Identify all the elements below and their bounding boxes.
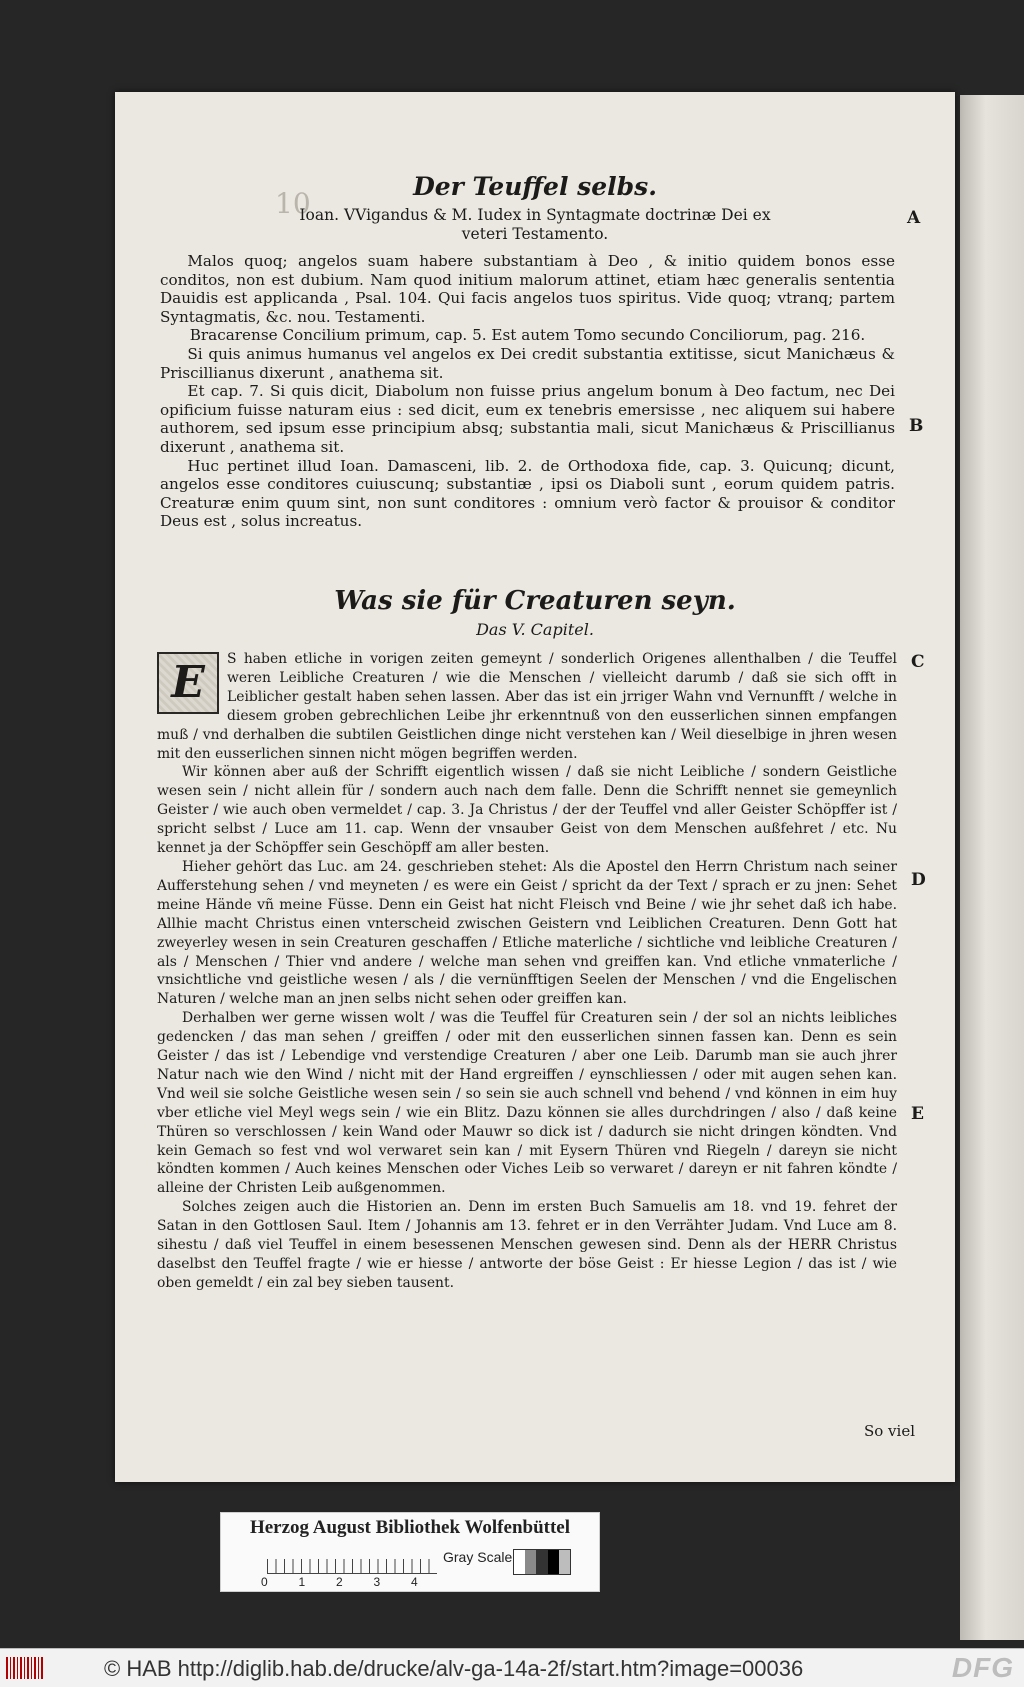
drop-cap-initial: E (157, 652, 219, 714)
german-paragraph: Wir können aber auß der Schrifft eigentlich wissen / daß sie nicht Leibliche / sondern Geistliche wesen sein / nicht allein für / sondern auch nach dem falle. Denn die Schrifft nennet sie gemeynlich Geister / wie auch oben vermeldet / cap. 3. Ja Christus / der der Teuffel vnd aller Geister Schöpffer ist / spricht selbst / Luce am 11. cap. Wenn der vnsauber Geist von dem Menschen außfehret / etc. Nu kennet ja der Schöpffer sein Geschöpff am aller besten. (157, 764, 897, 857)
document-page (115, 92, 955, 1482)
catchword: So viel (863, 1422, 915, 1440)
dfg-logo: DFG (951, 1652, 1014, 1683)
gray-scale-label: Gray Scale (443, 1549, 513, 1565)
page-number: 10 (275, 187, 311, 220)
latin-paragraph: Bracarense Concilium primum, cap. 5. Est autem Tomo secundo Conciliorum, pag. 216. (189, 326, 866, 345)
latin-paragraph: Si quis animus humanus vel angelos ex Dei credit substantia extitisse, sicut Manichæus & Priscillianus dixerunt , anathema sit. (160, 344, 895, 382)
german-paragraph: Solches zeigen auch die Historien an. Denn im ersten Buch Samuelis am 18. vnd 19. fehret der Satan in den Gottlosen Saul. Item / Johannis am 13. fehret er in den Verrähter Judam. Vnd Luce am 8. sihestu / daß viel Teuffel in einem besessenen Menschen gewesen sind. Denn als der HERR Christus daselbst den Teuffel fragte / wie er hiesse / antworte der böse Geist : Er hiesse Legion / das ist / wie oben gemeldt / ein zal bey sieben tausent. (157, 1199, 897, 1291)
chapter-title: Was sie für Creaturen seyn. (334, 586, 736, 616)
latin-text (160, 252, 895, 531)
footer-bar (0, 1648, 1024, 1687)
margin-letter-b: B (909, 416, 924, 436)
latin-paragraph: Malos quoq; angelos suam habere substantiam à Deo , & initio quidem bonos esse conditos, non est dubium. Nam quod initium malorum attinet, etiam hæc generalis sententia Dauidis est applicanda , Psal. 104. Qui facis angelos tuos spiritus. Vide quoq; vtranq; partem Syntagmatis, &c. nou. Testamenti. (160, 252, 895, 326)
color-ruler (220, 1512, 600, 1592)
citation-line-1: Ioan. VVigandus & M. Iudex in Syntagmate doctrinæ Dei ex (299, 206, 771, 224)
ruler-ticks (267, 1551, 437, 1574)
german-paragraph-first (157, 650, 897, 763)
latin-paragraph: Et cap. 7. Si quis dicit, Diabolum non fuisse prius angelum bonum à Deo factum, nec Dei opificium fuisse naturam eius : sed dicit, eum ex tenebris emersisse , nec aliquem sui habere authorem, sed ipsum esse principium absq; substantia mali, sicut Manichæus & Priscillianus dixerunt , anathema sit. (160, 382, 895, 456)
gray-scale-patches (513, 1549, 571, 1575)
ruler-number: 1 (298, 1575, 306, 1589)
chapter-subtitle: Das V. Capitel. (476, 620, 594, 639)
german-paragraph-text: S haben etliche in vorigen zeiten gemeynt / sonderlich Origenes allenthalben / die Teuffel weren Leibliche Creaturen / wie die Menschen / vielleicht darumb / daß sie sich offt in Leiblicher gestalt haben sehen lassen. Aber das ist ein jrriger Wahn vnd Vernunfft / welche in diesem groben gebrechlichen Leibe jhr erkenntnuß von den eusserlichen sinnen empfangen muß / vnd derhalben die subtilen Geistlichen dinge nicht verstehen kan / Weil dieselbige in jhren wesen mit den eusserlichen sinnen nicht mögen begriffen werden. (157, 651, 897, 762)
margin-letter-c: C (911, 652, 925, 672)
german-paragraph: Derhalben wer gerne wissen wolt / was die Teuffel für Creaturen sein / der sol an nichts leibliches gedencken / das man sehen / greiffen / oder mit den eusserlichen sinnen fassen kan. Denn es sein Geister / das ist / Lebendige vnd verstendige Creaturen / aber one Leib. Darumb man sie auch jhrer Natur nach wie den Wind / nicht mit der Hand ergreiffen / eynschliessen / oder mit augen sehen kan. Vnd weil sie solche Geistliche wesen sein / so sein sie auch schnell vnd behend / vnd können in eim huy vber etliche viel Meyl wegs sein / wie ein Blitz. Dazu können sie alles durchdringen / also / daß keine Thüren so verschlossen / kein Wand oder Mauwr so dick ist / dadurch sie nicht dringen köndten. Vnd kein Gemach so fest vnd wol verwaret sein kan / mit Eysern Thüren vnd Riegeln / dareyn sie nicht köndten kommen / Auch keines Menschen oder Viches Leib so verwaret / dareyn er nit fahren köndte / alleine der Christen Leib außgenommen. (157, 1010, 897, 1197)
ruler-number: 3 (373, 1575, 381, 1589)
german-text (157, 650, 897, 1293)
margin-letter-a: A (907, 208, 921, 228)
german-paragraph: Hieher gehört das Luc. am 24. geschrieben stehet: Als die Apostel den Herrn Christum nach seiner Aufferstehung sehen / vnd meyneten / es were ein Geist / spricht da der Text / sprach er zu jnen: Sehet meine Hände vñ meine Füsse. Denn ein Geist hat nicht Fleisch vnd Beine / wie jhr sehet daß ich habe. Allhie macht Christus einen vnterscheid zwischen Geistern vnd Leiblichen Creaturen. Denn Gott hat zweyerley wesen in sein Creaturen geschaffen / Etliche materliche / sichtliche vnd leibliche Creaturen / als / Menschen / Thier vnd andere / welche man sehen vnd greiffen kan. Vnd etliche vnmaterliche / vnsichtliche vnd geistliche wesen / als / die vernünfftigen Seelen der Menschen / vnd die Engelischen Naturen / welche man an jnen selbs nicht sehen oder greiffen kan. (157, 858, 897, 1008)
ruler-numbers (261, 1575, 449, 1589)
footer-url[interactable]: © HAB http://diglib.hab.de/drucke/alv-ga-14a-2f/start.htm?image=00036 (104, 1656, 804, 1681)
citation (115, 206, 955, 244)
margin-letter-e: E (911, 1104, 924, 1124)
barcode-icon (6, 1657, 44, 1679)
ruler-number: 4 (411, 1575, 418, 1589)
ruler-number: 0 (261, 1575, 268, 1589)
citation-line-2: veteri Testamento. (461, 225, 609, 243)
ruler-number: 2 (336, 1575, 343, 1589)
next-page-edge (960, 95, 1024, 1640)
margin-letter-d: D (911, 870, 926, 890)
latin-paragraph: Huc pertinet illud Ioan. Damasceni, lib. 2. de Orthodoxa fide, cap. 3. Quicunq; dicunt, angelos esse conditores cuiuscunq; substantiæ , ipsi os Diaboli sunt , eorum quidem patris. Creaturæ enim quum sint, non sunt conditores : omnium verò factor & prouisor & conditor Deus est , solus increatus. (160, 456, 895, 531)
ruler-title: Herzog August Bibliothek Wolfenbüttel (249, 1517, 571, 1538)
page-heading: Der Teuffel selbs. (413, 172, 657, 201)
